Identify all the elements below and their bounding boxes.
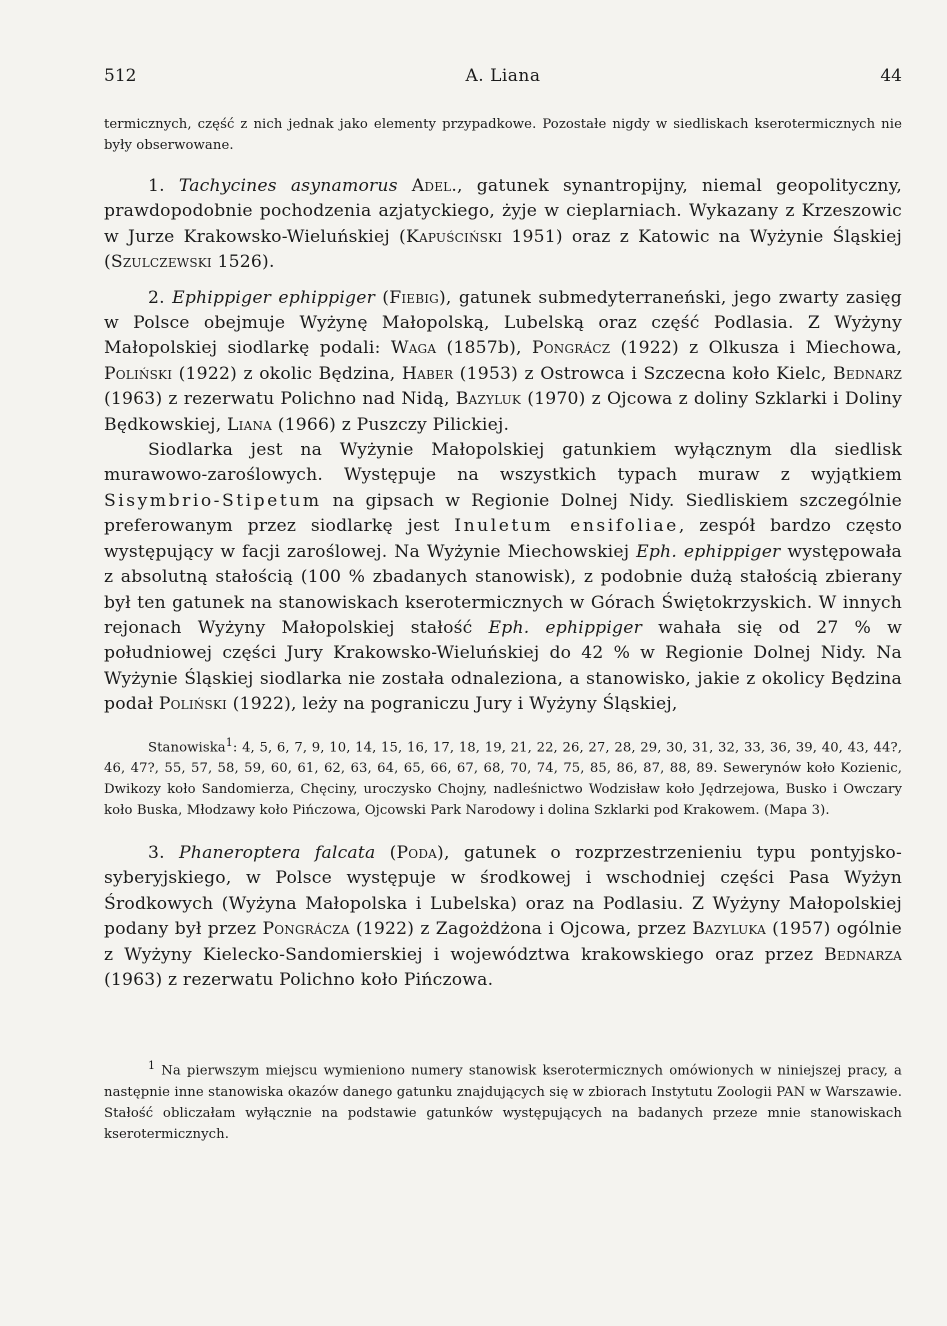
running-header	[104, 60, 902, 90]
reference-author: Waga	[390, 338, 437, 359]
text-run: , gatunek synantropijny, niemal geopolityczny, prawdopodobnie pochodzenia azjatyckiego, żyje w cieplarniach. Wykazany z Krzeszowic w Jurze Krakowsko-Wieluńskiej (	[104, 176, 902, 247]
text-run: wahała się od 27 % w południowej części Jury Krakowsko-Wieluńskiej do 42 % w Regionie Dolnej Nidy. Na Wyżynie Śląskiej siodlarka nie została odnaleziona, a stanowisko, jakie z okolicy Będzina podał	[104, 617, 903, 715]
page	[104, 60, 902, 1145]
section-number: 3.	[148, 842, 165, 863]
text-run: (1953) z Ostrowca i Szczecna koło Kielc,	[453, 363, 834, 384]
text-run: Siodlarka jest na Wyżynie Małopolskiej gatunkiem wyłącznym dla siedlisk murawowo-zaroślowych. Występuje na wszystkich typach muraw z wyjątkiem	[104, 440, 902, 486]
section-phaneroptera	[104, 841, 902, 993]
text-run: ), gatunek o rozprzestrzenieniu typu pontyjsko-syberyjskiego, w Polsce występuje w środkowej i wschodniej części Pasa Wyżyn Środkowych (Wyżyna Małopolska i Lubelska) oraz na Podlasiu. Z Wyżyny Małopolskiej podany był przez	[104, 842, 902, 940]
text-run: (1970) z Ojcowa z doliny Szklarki i Doliny Będkowskiej,	[104, 389, 903, 435]
species-name: Eph. ephippiger	[636, 541, 781, 562]
text-run: (1922) z Olkusza i Miechowa,	[610, 338, 903, 359]
reference-author: Haber	[401, 363, 454, 384]
association-name: Sisymbrio-Stipetum	[104, 490, 322, 511]
text-run: (	[375, 287, 390, 308]
species-name: Tachycines asynamorus	[178, 176, 398, 196]
paragraph	[104, 732, 902, 821]
text-run: (1922), leży na pograniczu Jury i Wyżyny Śląskiej,	[226, 694, 678, 715]
paragraph	[104, 286, 902, 438]
reference-author: Poliński	[104, 363, 173, 384]
text-run: (1963) z rezerwatu Polichno koło Pińczowa.	[104, 969, 494, 990]
species-name: Phaneroptera falcata	[179, 842, 376, 863]
species-name: Ephippiger ephippiger	[172, 287, 376, 308]
text-run: występowała z absolutną stałością (100 % zbadanych stanowisk), z podobnie dużą stałością zbierany był ten gatunek na stanowiskach kserotermicznych w Górach Świętokrzyskich. W innych rejonach Wyżyny Małopolskiej stałość	[104, 541, 902, 638]
association-name: Inuletum ensifoliae	[454, 516, 679, 537]
reference-author: Bednarza	[824, 944, 902, 965]
reference-author: Szulczewski	[110, 252, 212, 273]
reference-author: Bazyluk	[455, 389, 522, 410]
paragraph	[104, 841, 902, 993]
reference-author: Kapuściński	[405, 226, 503, 247]
text-run: : 4, 5, 6, 7, 9, 10, 14, 15, 16, 17, 18, 19, 21, 22, 26, 27, 28, 29, 30, 31, 32, 33, 36, 39, 40, 43, 44?, 46, 47?, 55, 57, 58, 59, 60, 61, 62, 63, 64, 65, 66, 67, 68, 70, 74, 75, 85, 86, 87, 88, 89. Sewerynów koło Kozienic, Dwikozy koło Sandomierza, Chęciny, uroczysko Chojny, nadleśnictwo Wodzisław koło Jędrzejowa, Busko i Owczary koło Buska, Młodzawy koło Pińczowa, Ojcowski Park Narodowy i dolina Szklarki pod Krakowem. (Mapa 3).	[104, 739, 902, 818]
section-number: 1.	[148, 176, 165, 196]
localities-list	[104, 732, 902, 821]
text-run: ), gatunek submedyterraneński, jego zwarty zasięg w Polsce obejmuje Wyżynę Małopolską, Lubelską oraz część Podlasia. Z Wyżyny Małopolskiej siodlarkę podali:	[104, 287, 903, 359]
reference-author: Liana	[227, 414, 273, 435]
author-name: Fiebig	[389, 287, 439, 308]
author-name: Adel.	[411, 176, 457, 196]
reference-author: Pongrácz	[531, 338, 611, 359]
text-run: (1922) z okolic Będzina,	[172, 363, 402, 384]
text-run: (1957) ogólnie z Wyżyny Kielecko-Sandomierskiej i województwa krakowskiego oraz przez	[104, 919, 902, 965]
continuation-paragraph: termicznych, część z nich jednak jako elementy przypadkowe. Pozostałe nigdy w siedliskach kserotermicznych nie były obserwowane.	[104, 117, 902, 153]
text-run: 1951) oraz z Katowic na Wyżynie Śląskiej (	[104, 226, 902, 273]
author-name: Poda	[396, 842, 438, 863]
reference-author: Bazyluka	[692, 919, 766, 940]
species-name: Eph. ephippiger	[488, 617, 643, 638]
footnote	[104, 1055, 902, 1144]
footnote-marker: 1	[225, 735, 233, 749]
paragraph	[104, 1055, 902, 1144]
reference-author: Bednarz	[833, 363, 902, 384]
section-tachycines	[104, 174, 902, 276]
paragraph	[104, 438, 902, 717]
paragraph	[104, 174, 902, 276]
text-run: Na pierwszym miejscu wymieniono numery stanowisk kserotermicznych omówionych w niniejszej pracy, a następnie inne stanowiska okazów danego gatunku znajdujących się w zbiorach Instytutu Zoologii PAN w Warszawie. Stałość obliczałam wyłącznie na podstawie gatunków występujących na badanych przeze mnie stanowiskach kserotermicznych.	[104, 1063, 902, 1142]
text-run: (	[375, 842, 397, 863]
page-number-left: 512	[104, 66, 137, 86]
reference-author: Pongrácza	[262, 919, 350, 940]
localities-label: Stanowiska	[148, 739, 226, 755]
text-run: 1526).	[211, 252, 275, 273]
text-run: na gipsach w Regionie Dolnej Nidy. Siedliskiem szczególnie preferowanym przez siodlarkę jest	[104, 490, 902, 537]
footnote-marker: 1	[148, 1059, 156, 1073]
text-run: (1922) z Zagożdżona i Ojcowa, przez	[349, 919, 693, 940]
text-run: (1857b),	[436, 338, 532, 359]
text-run: (1966) z Puszczy Pilickiej.	[272, 414, 510, 435]
text-run: , zespół bardzo często występujący w facji zaroślowej. Na Wyżynie Miechowskiej	[104, 516, 903, 562]
running-author: A. Liana	[465, 66, 541, 86]
section-number: 2.	[148, 287, 165, 308]
page-number-right: 44	[880, 66, 902, 86]
section-ephippiger	[104, 286, 902, 718]
text-run: (1963) z rezerwatu Polichno nad Nidą,	[104, 389, 456, 410]
reference-author: Poliński	[158, 694, 227, 715]
